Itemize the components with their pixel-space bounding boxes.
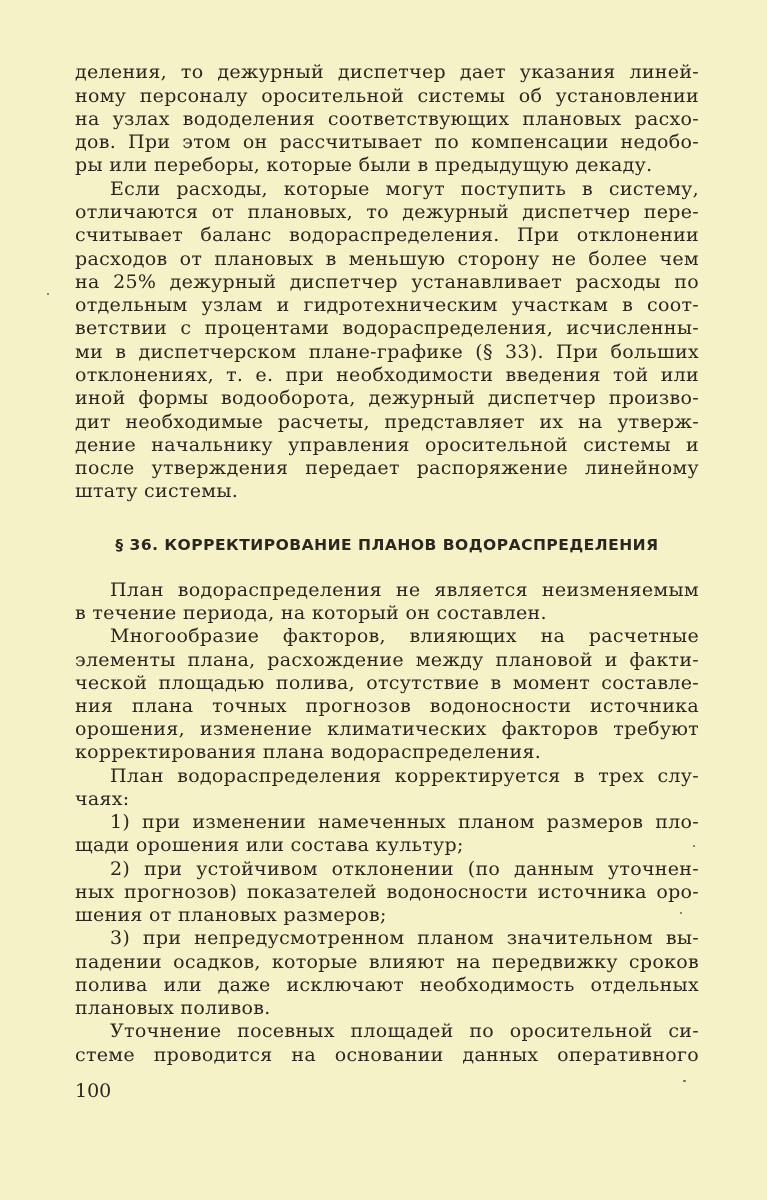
paragraph-1-line: деления, то дежурный диспетчер дает указания линей- — [75, 61, 699, 83]
paragraph-3-line: в течение периода, на который он составлен. — [75, 602, 547, 624]
paragraph-2-line: ми в диспетчерском плане-графике (§ 33). При больших — [75, 341, 699, 363]
paragraph-4-line: корректирования плана водораспределения. — [75, 741, 542, 763]
paragraph-2-line: отклонениях, т. е. при необходимости введения той или — [75, 364, 699, 386]
paragraph-2-line: считывает баланс водораспределения. При отклонении — [75, 224, 699, 246]
list-item-3-line: полива или даже исключают необходимость отдельных — [75, 974, 699, 996]
paper-speck — [47, 293, 49, 295]
list-item-2-line: 2) при устойчивом отклонении (по данным уточнен- — [110, 858, 699, 880]
paragraph-3-line: План водораспределения не является неизменяемым — [110, 579, 699, 601]
paragraph-4-line: Многообразие факторов, влияющих на расчетные — [110, 625, 699, 647]
list-item-1-line: 1) при изменении намеченных планом размеров пло- — [110, 811, 699, 833]
paragraph-1-line: на узлах вододеления соответствующих плановых расхо- — [75, 108, 699, 130]
paragraph-1-line: дов. При этом он рассчитывает по компенсации недобо- — [75, 131, 699, 153]
list-item-3-line: 3) при непредусмотренном планом значительном вы- — [110, 927, 699, 949]
paragraph-2-line: штату системы. — [75, 480, 239, 502]
paragraph-2-line: расходов от плановых в меньшую сторону не более чем — [75, 248, 699, 270]
paragraph-2-line: ветствии с процентами водораспределения, исчисленны- — [75, 317, 699, 339]
section-heading: § 36. КОРРЕКТИРОВАНИЕ ПЛАНОВ ВОДОРАСПРЕДЕЛЕНИЯ — [115, 536, 659, 554]
paragraph-2-line: отличаются от плановых, то дежурный диспетчер пере- — [75, 201, 699, 223]
paragraph-4-line: элементы плана, расхождение между плановой и факти- — [75, 649, 699, 671]
paragraph-1-line: ры или переборы, которые были в предыдущую декаду. — [75, 154, 653, 176]
list-item-3-line: падении осадков, которые влияют на передвижку сроков — [75, 951, 699, 973]
paragraph-2-line: отдельным узлам и гидротехническим участкам в соот- — [75, 294, 699, 316]
paragraph-2-line: дит необходимые расчеты, представляет их на утверж- — [75, 411, 699, 433]
list-item-3-line: плановых поливов. — [75, 997, 271, 1019]
paragraph-2-line: после утверждения передает распоряжение линейному — [75, 457, 699, 479]
paragraph-6-line: Уточнение посевных площадей по оросительной си- — [110, 1020, 699, 1042]
list-item-2-line: шения от плановых размеров; — [75, 904, 387, 926]
paragraph-4-line: ческой площадью полива, отсутствие в момент составле- — [75, 672, 699, 694]
paper-speck — [693, 845, 695, 847]
paragraph-2-line: иной формы водооборота, дежурный диспетчер произво- — [75, 387, 699, 409]
paragraph-5-line: План водораспределения корректируется в трех слу- — [110, 765, 699, 787]
paragraph-1-line: ному персоналу оросительной системы об установлении — [75, 85, 699, 107]
paragraph-5-line: чаях: — [75, 788, 130, 810]
page-number: 100 — [75, 1080, 112, 1102]
paragraph-4-line: ния плана точных прогнозов водоносности источника — [75, 695, 699, 717]
paper-speck — [680, 912, 682, 914]
paragraph-6-line: стеме проводится на основании данных оперативного — [75, 1044, 699, 1066]
paragraph-4-line: орошения, изменение климатических факторов требуют — [75, 718, 699, 740]
paper-speck — [683, 1080, 686, 1082]
paragraph-2-line: Если расходы, которые могут поступить в систему, — [110, 178, 699, 200]
paragraph-2-line: дение начальнику управления оросительной системы и — [75, 434, 699, 456]
paragraph-2-line: на 25% дежурный диспетчер устанавливает расходы по — [75, 271, 699, 293]
list-item-2-line: ных прогнозов) показателей водоносности источника оро- — [75, 881, 699, 903]
list-item-1-line: щади орошения или состава культур; — [75, 834, 464, 856]
